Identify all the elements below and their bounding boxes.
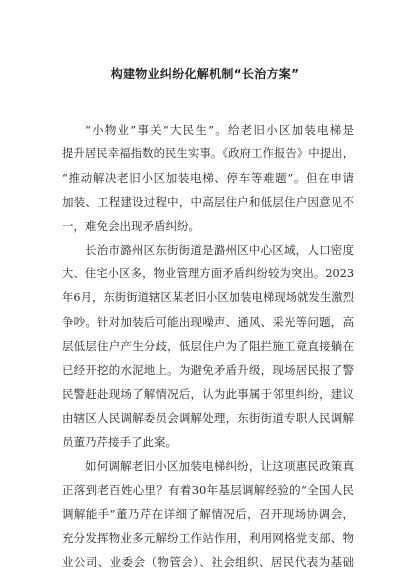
text-line: 民警赶赴现场了解情况后，认为此事属于邻里纠纷，建议 <box>62 387 354 401</box>
text-line: 争吵。针对加装后可能出现噪声、通风、采光等问题，高 <box>62 315 354 329</box>
text-line: 如何调解老旧小区加装电梯纠纷，让这项惠民政策真 <box>85 459 354 473</box>
text-line: “推动解决老旧小区加装电梯、停车等难题”。但在申请 <box>62 171 354 185</box>
text-line: 层低层住户产生分歧，低层住户为了阻拦施工竟直接躺在 <box>62 339 354 353</box>
document-title: 构建物业纠纷化解机制“长治方案” <box>110 67 300 81</box>
text-line: 长治市潞州区东街街道是潞州区中心区域，人口密度 <box>85 243 354 257</box>
text-line: 正落到老百姓心里？有着30年基层调解经验的“全国人民 <box>62 483 354 497</box>
document-body <box>62 118 354 574</box>
text-line: 提升居民幸福指数的民生实事。《政府工作报告》中提出， <box>62 147 354 160</box>
text-line: 加装、工程建设过程中，中高层住户和低层住户因意见不 <box>62 195 354 209</box>
text-line: 已经开挖的水泥地上。为避免矛盾升级，现场居民报了警 <box>62 363 354 377</box>
text-line: 由辖区人民调解委员会调解处理，东街街道专职人民调解 <box>62 411 354 425</box>
text-line: “小物业”事关“大民生”。给老旧小区加装电梯是 <box>85 123 354 137</box>
text-line: 一，难免会出现矛盾纠纷。 <box>62 219 200 233</box>
text-line: 年6月，东街街道辖区某老旧小区加装电梯现场就发生激烈 <box>62 291 354 304</box>
text-line: 充分发挥物业多元解纷工作站作用，利用网格党支部、物 <box>62 531 354 545</box>
text-line: 调解能手”董乃芹在详细了解情况后，召开现场协调会， <box>62 507 354 521</box>
text-line: 大、住宅小区多，物业管理方面矛盾纠纷较为突出。2023 <box>62 267 354 280</box>
text-line: 业公司、业委会（物管会）、社会组织、居民代表为基础 <box>62 555 354 569</box>
text-line: 员董乃芹接手了此案。 <box>62 435 177 449</box>
